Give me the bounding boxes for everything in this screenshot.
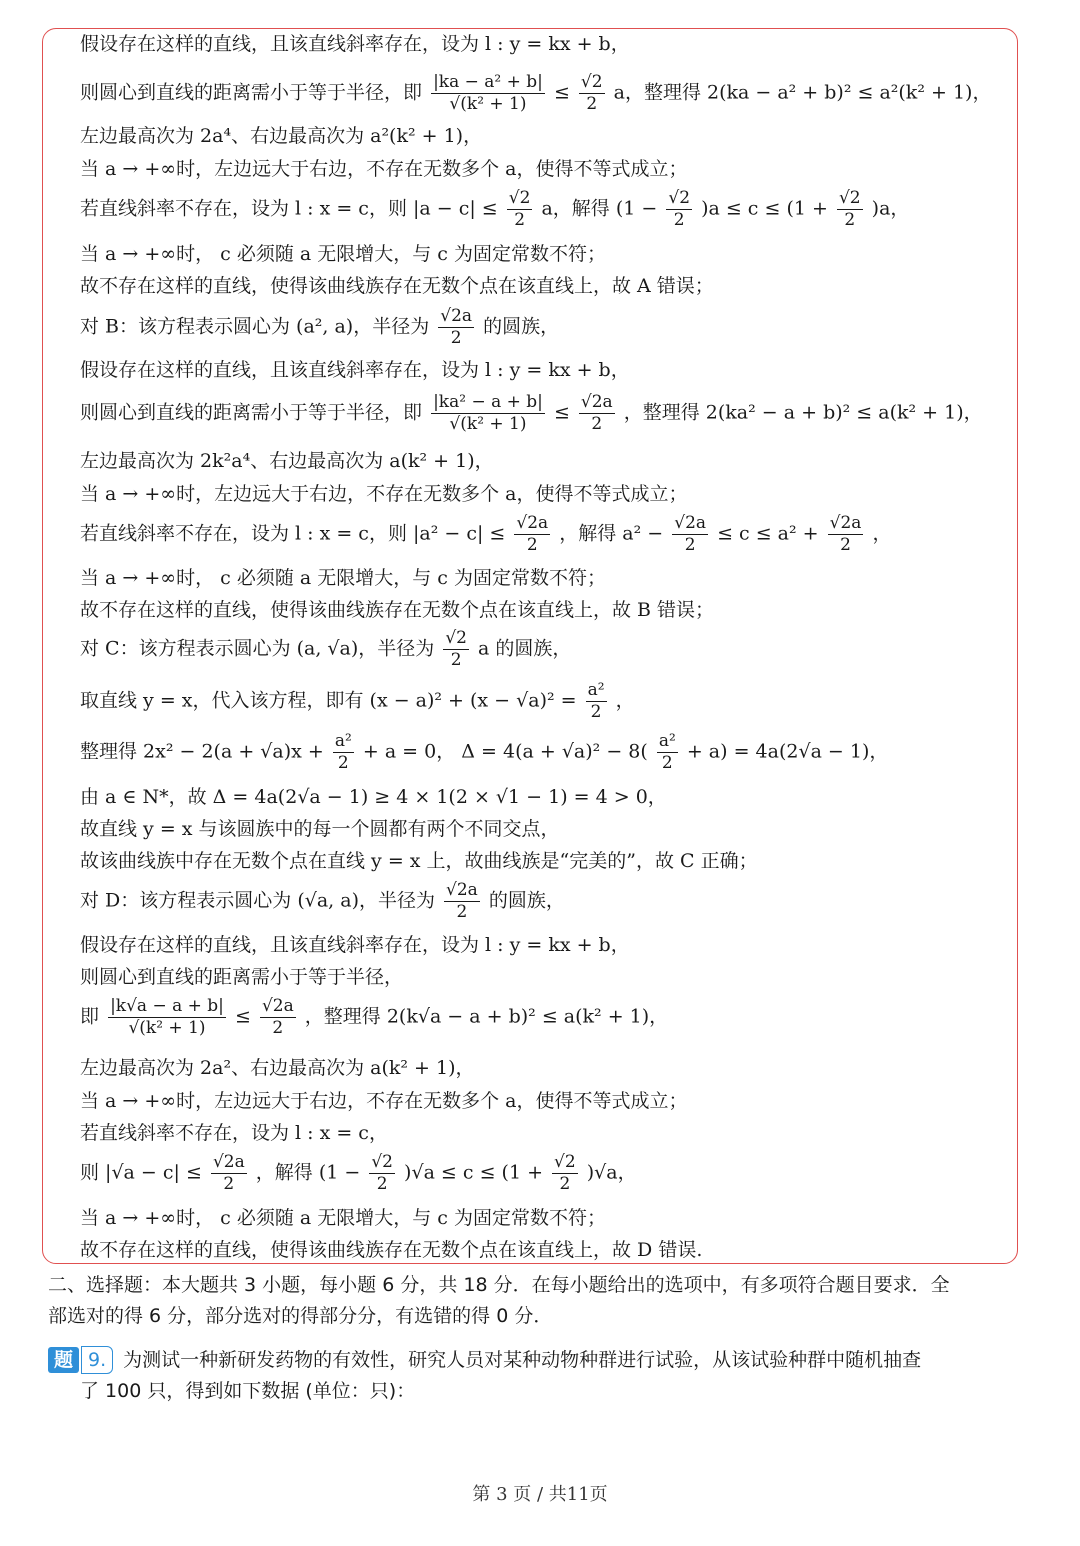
fraction: $\frac{|k√a - a + b|}{\text{√(k² + 1)}}$: [110, 996, 224, 1038]
text-line: 则圆心到直线的距离需小于等于半径，: [80, 966, 404, 988]
question-text-cont: 了 100 只，得到如下数据 (单位：只)：: [80, 1380, 416, 1402]
text-line: 若直线斜率不存在，设为 l : x = c，: [80, 1122, 388, 1144]
text-line: 故该曲线族中存在无数个点在直线 y = x 上，故曲线族是“完美的”，故 C 正确；: [80, 850, 758, 872]
fraction: $\frac{√2}{2}$: [838, 188, 861, 230]
fraction: $\frac{\text{a²}}{2}$: [658, 731, 676, 773]
text-line: 故不存在这样的直线，使得该曲线族存在无数个点在该直线上，故 D 错误.: [80, 1239, 703, 1261]
question-tag: 题: [48, 1347, 79, 1373]
text-line: 当 a → +∞时， c 必须随 a 无限增大，与 c 为固定常数不符；: [80, 567, 606, 589]
fraction: $\frac{√2a}{2}$: [446, 880, 478, 922]
fraction: $\frac{√2}{2}$: [371, 1152, 393, 1194]
text-line: 左边最高次为 2a⁴、右边最高次为 a²(k² + 1)，: [80, 125, 483, 147]
page-footer: 第 3 页 / 共11页: [472, 1484, 608, 1505]
fraction: $\frac{√2a}{2}$: [829, 513, 862, 555]
fraction: $\frac{√2}{2}$: [580, 72, 603, 114]
question-number: 9.: [81, 1346, 113, 1374]
text-line: 若直线斜率不存在，设为 l : x = c，则 |a² − c| ≤ $\frac{√2a}{2}$ ，解得 a² − $\frac{√2a}{2}$ ≤ c ≤ a² + $\frac{√2a}{2}$ ，: [80, 513, 892, 555]
text-line: 当 a → +∞时，左边远大于右边，不存在无数多个 a，使得不等式成立；: [80, 1090, 688, 1112]
fraction: $\frac{√2}{2}$: [445, 628, 467, 670]
question-9: [48, 1346, 921, 1374]
fraction: $\frac{√2a}{2}$: [580, 392, 613, 434]
text-line: 即 $\frac{|k√a - a + b|}{\text{√(k² + 1)}}$ ≤ $\frac{√2a}{2}$ ，整理得 2(k√a − a + b)² ≤ a(k² + 1)，: [80, 996, 669, 1038]
text-line: 当 a → +∞时，左边远大于右边，不存在无数多个 a，使得不等式成立；: [80, 483, 688, 505]
fraction: $\frac{\text{|ka − a² + b|}}{\text{√(k² + 1)}}$: [433, 72, 543, 114]
text-line: 假设存在这样的直线，且该直线斜率存在，设为 l : y = kx + b，: [80, 359, 630, 381]
text-line: 故不存在这样的直线，使得该曲线族存在无数个点在该直线上，故 A 错误；: [80, 275, 714, 297]
fraction: $\frac{√2}{2}$: [668, 188, 691, 230]
fraction: $\frac{√2}{2}$: [508, 188, 531, 230]
text-line: 若直线斜率不存在，设为 l : x = c，则 |a − c| ≤ $\frac{√2}{2}$ a，解得 (1 − $\frac{√2}{2}$ )a ≤ c ≤ (1 + $\frac{√2}{2}$ )a，: [80, 188, 910, 230]
text-line: 由 a ∈ N*，故 Δ = 4a(2√a − 1) ≥ 4 × 1(2 × √1 − 1) = 4 > 0，: [80, 786, 667, 808]
text-line: 对 D：该方程表示圆心为 (√a, a)，半径为 $\frac{√2a}{2}$ 的圆族，: [80, 880, 565, 922]
fraction: $\frac{√2a}{2}$: [440, 306, 473, 348]
fraction: $\frac{√2a}{2}$: [212, 1152, 245, 1194]
text-line: 假设存在这样的直线，且该直线斜率存在，设为 l : y = kx + b，: [80, 33, 630, 55]
text-line: 对 C：该方程表示圆心为 (a, √a)，半径为 $\frac{√2}{2}$ a 的圆族，: [80, 628, 572, 670]
text-line: 则圆心到直线的距离需小于等于半径，即 $\frac{\text{|ka − a² + b|}}{\text{√(k² + 1)}}$ ≤ $\frac{√2}{2}$ a，整理得 2(ka − a² + b)² ≤ a²(k² + 1)，: [80, 72, 992, 114]
text-line: 取直线 y = x，代入该方程，即有 (x − a)² + (x − √a)² = $\frac{\text{a²}}{2}$ ，: [80, 680, 635, 722]
text-line: 当 a → +∞时， c 必须随 a 无限增大，与 c 为固定常数不符；: [80, 243, 606, 265]
text-line: 整理得 2x² − 2(a + √a)x + $\frac{\text{a²}}{2}$ + a = 0， Δ = 4(a + √a)² − 8( $\frac{\text{a²}}{2}$ + a) = 4a(2√a − 1)，: [80, 731, 889, 773]
text-line: 对 B：该方程表示圆心为 (a², a)，半径为 $\frac{√2a}{2}$ 的圆族，: [80, 306, 560, 348]
section-heading-cont: 部选对的得 6 分，部分选对的得部分分，有选错的得 0 分．: [48, 1305, 553, 1327]
fraction: $\frac{\text{a²}}{2}$: [334, 731, 352, 773]
text-line: 则 |√a − c| ≤ $\frac{√2a}{2}$ ，解得 (1 − $\frac{√2}{2}$ )√a ≤ c ≤ (1 + $\frac{√2}{2}$ )√a，: [80, 1152, 637, 1194]
fraction: $\frac{√2a}{2}$: [516, 513, 549, 555]
section-heading: 二、选择题：本大题共 3 小题，每小题 6 分，共 18 分．在每小题给出的选项中，有多项符合题目要求．全: [48, 1274, 950, 1296]
text-line: 左边最高次为 2k²a⁴、右边最高次为 a(k² + 1)，: [80, 450, 494, 472]
text-line: 故不存在这样的直线，使得该曲线族存在无数个点在该直线上，故 B 错误；: [80, 599, 715, 621]
text-line: 则圆心到直线的距离需小于等于半径，即 $\frac{\text{|ka² − a + b|}}{\text{√(k² + 1)}}$ ≤ $\frac{√2a}{2}$ ，整理得 2(ka² − a + b)² ≤ a(k² + 1)，: [80, 392, 983, 434]
fraction: $\frac{\text{|ka² − a + b|}}{\text{√(k² + 1)}}$: [433, 392, 543, 434]
text-line: 假设存在这样的直线，且该直线斜率存在，设为 l : y = kx + b，: [80, 934, 630, 956]
text-line: 当 a → +∞时，左边远大于右边，不存在无数多个 a，使得不等式成立；: [80, 158, 688, 180]
text-line: 左边最高次为 2a²、右边最高次为 a(k² + 1)，: [80, 1057, 475, 1079]
text-line: 当 a → +∞时， c 必须随 a 无限增大，与 c 为固定常数不符；: [80, 1207, 606, 1229]
fraction: $\frac{√2a}{2}$: [261, 996, 294, 1038]
fraction: $\frac{√2a}{2}$: [674, 513, 707, 555]
fraction: $\frac{\text{a²}}{2}$: [587, 680, 605, 722]
question-text: 为测试一种新研发药物的有效性，研究人员对某种动物种群进行试验，从该试验种群中随机抽查: [123, 1349, 922, 1371]
fraction: $\frac{√2}{2}$: [554, 1152, 576, 1194]
text-line: 故直线 y = x 与该圆族中的每一个圆都有两个不同交点，: [80, 818, 560, 840]
